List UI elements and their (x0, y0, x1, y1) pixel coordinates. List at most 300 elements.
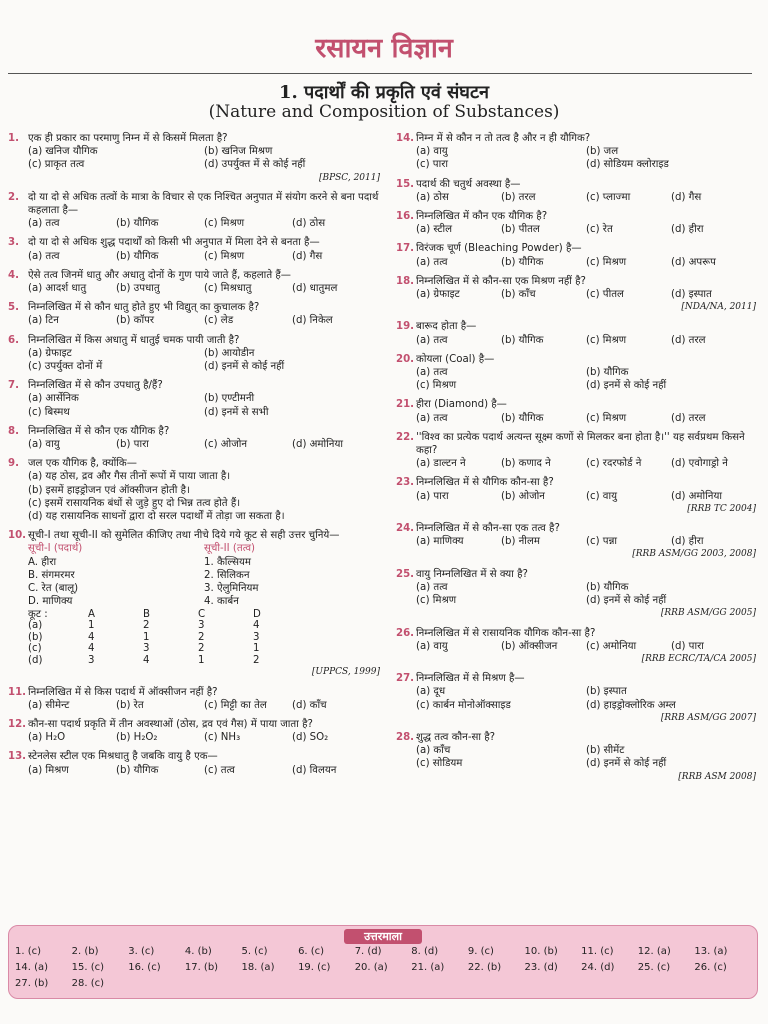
options-list (28, 392, 380, 418)
option: (a) तत्व (416, 367, 448, 379)
option: (b) यौगिक (586, 581, 629, 593)
source-tag: [UPPCS, 1999] (311, 667, 380, 678)
code-cell: कूट : (28, 608, 48, 620)
answer-item: 28. (c) (71, 978, 104, 989)
question-text: दो या दो से अधिक तत्वों के मात्रा के विचार से एक निश्चित अनुपात में संयोग करने से बना पदार्थ कहलाता है— (28, 191, 379, 217)
question-text: ''विश्व का प्रत्येक पदार्थ अत्यन्त सूक्ष्म कणों से मिलकर बना होता है।'' यह सर्वप्रथम किसने कहा? (416, 431, 745, 457)
option: (c) कार्बन मोनोऑक्साइड (416, 699, 511, 711)
options-list (416, 334, 756, 347)
code-row (28, 655, 380, 667)
option: (c) प्राकृत तत्व (28, 159, 85, 171)
question-text: निम्न में से कौन न तो तत्व है और न ही यौगिक? (416, 133, 591, 144)
source-tag: [NDA/NA, 2011] (681, 302, 756, 313)
question-7 (8, 379, 380, 419)
options-list (416, 256, 756, 269)
question-number: 19. (396, 321, 415, 333)
options-list (416, 457, 756, 470)
question-number: 23. (396, 477, 415, 489)
question-number: 14. (396, 133, 415, 144)
option: (c) तत्व (204, 764, 235, 776)
list-1-heading: सूची-I (पदार्थ) (28, 543, 83, 555)
question-number: 28. (396, 731, 415, 743)
options-list (28, 470, 380, 523)
options-list (28, 764, 380, 777)
options-list (416, 412, 756, 425)
match-table (28, 542, 380, 608)
option: (b) इसमें हाइड्रोजन एवं ऑक्सीजन होती है। (28, 484, 190, 496)
answer-item: 21. (a) (411, 962, 445, 973)
question-number: 7. (8, 380, 19, 392)
option: (a) पारा (416, 490, 449, 502)
option: (b) H₂O₂ (116, 732, 158, 744)
option: (d) इनमें से कोई नहीं (586, 380, 667, 392)
option: (d) अपरूप (671, 256, 716, 268)
question-24 (396, 522, 756, 562)
page-title: रसायन विज्ञान (315, 33, 453, 64)
options-list (416, 223, 756, 236)
option: (d) धातुमल (292, 283, 338, 295)
option: (c) ओजोन (204, 439, 248, 451)
option: (b) आयोडीन (204, 347, 255, 359)
option: (d) सोडियम क्लोराइड (586, 159, 669, 171)
source-tag: [RRB ECRC/TA/CA 2005] (641, 653, 756, 664)
code-cell: 1 (143, 631, 150, 643)
question-number: 17. (396, 243, 415, 255)
option: (c) रदरफोर्ड ने (586, 458, 642, 470)
question-11 (8, 686, 380, 712)
question-text: निम्नलिखित में से कौन उपधातु है/हैं? (28, 380, 163, 392)
option: (d) पारा (671, 640, 704, 652)
question-number: 15. (396, 178, 415, 190)
options-list (416, 288, 756, 301)
code-cell: 2 (143, 620, 150, 632)
options-list (416, 581, 756, 607)
option: (a) माणिक्य (416, 536, 464, 548)
option: (b) कणाद ने (501, 458, 551, 470)
question-text: दो या दो से अधिक शुद्ध पदार्थों को किसी भी अनुपात में मिला देने से बनता है— (28, 237, 320, 249)
question-19 (396, 320, 756, 346)
code-cell: 1 (253, 643, 260, 655)
question-text: निम्नलिखित में किस अधातु में धातुई चमक पायी जाती है? (28, 334, 240, 346)
question-text: कौन-सा पदार्थ प्रकृति में तीन अवस्थाओं (ठोस, द्रव एवं गैस) में पाया जाता है? (28, 719, 313, 731)
answer-item: 5. (c) (241, 946, 268, 957)
option: (c) अमोनिया (586, 640, 637, 652)
answer-item: 11. (c) (581, 946, 614, 957)
list-1-item: D. माणिक्य (28, 596, 73, 608)
option: (b) यौगिक (501, 256, 544, 268)
option: (a) तत्व (416, 581, 448, 593)
code-cell: 3 (88, 654, 95, 666)
question-27 (396, 672, 756, 725)
answer-item: 9. (c) (467, 946, 494, 957)
question-text: निम्नलिखित में से किस पदार्थ में ऑक्सीजन नहीं है? (28, 686, 218, 698)
option: (d) काँच (292, 699, 327, 711)
options-list (416, 490, 756, 503)
question-8 (8, 425, 380, 451)
option: (a) तत्व (416, 412, 448, 424)
answer-item: 22. (b) (467, 962, 502, 973)
option: (d) गैस (292, 250, 323, 262)
option: (a) दूध (416, 686, 446, 698)
question-number: 11. (8, 686, 27, 698)
question-6 (8, 334, 380, 374)
option: (b) एण्टीमनी (204, 393, 255, 405)
code-cell: C (198, 608, 206, 620)
source-tag: [RRB ASM/GG 2005] (660, 608, 756, 619)
options-list (28, 217, 380, 230)
options-list (416, 145, 756, 171)
list-2-heading: सूची-II (तत्व) (204, 543, 256, 555)
code-cell: B (143, 608, 150, 620)
option: (d) ठोस (292, 218, 326, 230)
question-text: निम्नलिखित में से कौन-सा एक मिश्रण नहीं है? (416, 275, 586, 287)
code-cell: (a) (28, 620, 43, 632)
option: (c) बिस्मथ (28, 406, 70, 418)
options-list (416, 366, 756, 392)
code-cell: A (88, 608, 95, 620)
option: (c) पारा (416, 159, 449, 171)
left-column (8, 132, 380, 783)
option: (c) रेत (586, 224, 613, 236)
question-number: 2. (8, 191, 19, 203)
option: (d) इनमें से कोई नहीं (586, 595, 667, 607)
option: (b) रेत (116, 699, 144, 711)
list-1-item: A. हीरा (28, 556, 57, 568)
option: (b) खनिज मिश्रण (204, 146, 273, 158)
question-number: 4. (8, 269, 19, 281)
question-number: 12. (8, 719, 27, 731)
question-text: शुद्ध तत्व कौन-सा है? (416, 731, 496, 743)
question-12 (8, 718, 380, 744)
answer-item: 1. (c) (15, 946, 42, 957)
options-list (416, 535, 756, 548)
question-text: बारूद होता है— (416, 321, 477, 333)
list-2-item: 2. सिलिकन (204, 569, 250, 581)
answer-item: 19. (c) (298, 962, 331, 973)
options-list (416, 744, 756, 770)
code-cell: 4 (88, 631, 95, 643)
option: (a) वायु (416, 640, 448, 652)
option: (b) काँच (501, 289, 536, 301)
code-cell: 3 (198, 620, 205, 632)
option: (a) ग्रेफाइट (416, 289, 460, 301)
question-number: 10. (8, 530, 27, 542)
option: (b) सीमेंट (586, 745, 625, 757)
option: (a) वायु (28, 439, 60, 451)
question-text: ऐसे तत्व जिनमें धातु और अधातु दोनों के गुण पाये जाते हैं, कहलाते हैं— (28, 269, 291, 281)
option: (c) मिश्रण (204, 218, 245, 230)
option: (b) पीतल (501, 224, 540, 236)
question-15 (396, 178, 756, 204)
question-number: 21. (396, 399, 415, 411)
question-text: पदार्थ की चतुर्थ अवस्था है— (416, 178, 521, 190)
question-25 (396, 568, 756, 621)
option: (b) तरल (501, 191, 536, 203)
answer-item: 13. (a) (694, 946, 728, 957)
page-header (0, 28, 768, 65)
option: (a) तत्व (28, 250, 60, 262)
option: (c) मिश्रण (586, 412, 627, 424)
list-1-item: B. संगमरमर (28, 569, 75, 581)
option: (a) ग्रेफाइट (28, 347, 72, 359)
question-number: 9. (8, 458, 19, 470)
code-cell: 1 (198, 654, 205, 666)
question-28 (396, 731, 756, 784)
option: (b) नीलम (501, 536, 540, 548)
answer-item: 4. (b) (184, 946, 212, 957)
question-5 (8, 301, 380, 327)
source-tag: [RRB ASM/GG 2007] (660, 712, 756, 723)
option: (a) वायु (416, 146, 448, 158)
question-text: जल एक यौगिक है, क्योंकि— (28, 458, 137, 470)
question-20 (396, 353, 756, 393)
source-tag: [RRB TC 2004] (687, 503, 756, 514)
option: (d) अमोनिया (292, 439, 344, 451)
option: (b) यौगिक (116, 764, 159, 776)
question-18 (396, 275, 756, 315)
code-cell: 2 (253, 654, 260, 666)
option: (a) खनिज यौगिक (28, 146, 98, 158)
option: (a) मिश्रण (28, 764, 69, 776)
option: (a) आर्सेनिक (28, 393, 79, 405)
answer-item: 27. (b) (15, 978, 49, 989)
option: (c) इसमें रासायनिक बंधों से जुड़े हुए दो भिन्न तत्व होते हैं। (28, 497, 241, 509)
option: (c) मिट्टी का तेल (204, 699, 267, 711)
answer-item: 10. (b) (524, 946, 558, 957)
option: (b) जल (586, 146, 619, 158)
option: (c) मिश्रण (586, 256, 627, 268)
option: (d) इनमें से कोई नहीं (586, 758, 667, 770)
options-list (28, 699, 380, 712)
option: (d) हीरा (671, 224, 704, 236)
code-cell: D (253, 608, 261, 620)
code-cell: 2 (198, 643, 205, 655)
question-number: 24. (396, 523, 415, 535)
code-row (28, 609, 380, 621)
option: (c) मिश्रण (204, 250, 245, 262)
question-text: निम्नलिखित में से यौगिक कौन-सा है? (416, 477, 554, 489)
question-14 (396, 132, 756, 172)
option: (a) काँच (416, 745, 451, 757)
answer-item: 15. (c) (71, 962, 104, 973)
option: (d) एवोगाड्रो ने (671, 458, 728, 470)
code-cell: 4 (253, 620, 260, 632)
option: (d) तरल (671, 412, 706, 424)
question-number: 20. (396, 353, 415, 365)
question-4 (8, 269, 380, 295)
option: (d) तरल (671, 334, 706, 346)
options-list (28, 347, 380, 373)
answer-item: 3. (c) (128, 946, 155, 957)
option: (d) हाइड्रोक्लोरिक अम्ल (586, 699, 676, 711)
answer-item: 18. (a) (241, 962, 275, 973)
question-text: निम्नलिखित में से कौन-सा एक तत्व है? (416, 523, 560, 535)
question-text: निम्नलिखित में कौन एक यौगिक है? (416, 211, 548, 223)
answer-key-box (8, 925, 758, 999)
options-list (28, 314, 380, 327)
answer-item: 20. (a) (354, 962, 388, 973)
option: (a) आदर्श धातु (28, 283, 87, 295)
option: (a) तत्व (416, 256, 448, 268)
list-2-item: 1. कैल्सियम (204, 556, 252, 568)
option: (b) इस्पात (586, 686, 627, 698)
question-number: 22. (396, 431, 415, 443)
question-text: विरंजक चूर्ण (Bleaching Powder) है— (416, 243, 582, 255)
options-list (28, 145, 380, 171)
code-cell: 3 (143, 643, 150, 655)
options-list (28, 438, 380, 451)
option: (b) पारा (116, 439, 149, 451)
question-text: निम्नलिखित में से कौन धातु होते हुए भी विद्युत् का कुचालक है? (28, 302, 260, 314)
option: (a) टिन (28, 315, 59, 327)
option: (c) मिश्रण (416, 380, 457, 392)
question-number: 27. (396, 673, 415, 685)
option: (a) तत्व (28, 218, 60, 230)
options-list (28, 250, 380, 263)
option: (d) उपर्युक्त में से कोई नहीं (204, 159, 306, 171)
option: (a) यह ठोस, द्रव और गैस तीनों रूपों में पाया जाता है। (28, 471, 231, 483)
chapter-subtitle: (Nature and Composition of Substances) (208, 102, 560, 122)
question-21 (396, 398, 756, 424)
option: (a) H₂O (28, 732, 66, 744)
question-16 (396, 210, 756, 236)
question-number: 1. (8, 133, 19, 144)
question-text: एक ही प्रकार का परमाणु निम्न में से किसमें मिलता है? (28, 133, 228, 144)
option: (b) ओजोन (501, 490, 545, 502)
answer-item: 6. (c) (298, 946, 325, 957)
answer-item: 7. (d) (354, 946, 382, 957)
options-list (28, 282, 380, 295)
question-13 (8, 750, 380, 776)
options-list (28, 731, 380, 744)
question-text: सूची-I तथा सूची-II को सुमेलित कीजिए तथा नीचे दिये गये कूट से सही उत्तर चुनिये— (28, 530, 340, 542)
answer-item: 17. (b) (184, 962, 219, 973)
question-17 (396, 242, 756, 268)
option: (d) अमोनिया (671, 490, 723, 502)
option: (d) निकेल (292, 315, 333, 327)
option: (c) पन्ना (586, 536, 618, 548)
question-22 (396, 431, 756, 471)
option: (c) पीतल (586, 289, 624, 301)
question-2 (8, 191, 380, 231)
answer-item: 24. (d) (581, 962, 615, 973)
source-tag: [RRB ASM/GG 2003, 2008] (632, 549, 756, 560)
option: (c) मिश्रण (416, 595, 457, 607)
code-cell: 4 (143, 654, 150, 666)
option: (c) प्लाज्मा (586, 191, 631, 203)
code-cell: 2 (198, 631, 205, 643)
code-cell: 4 (88, 643, 95, 655)
question-number: 5. (8, 302, 19, 314)
answer-item: 14. (a) (15, 962, 49, 973)
option: (b) यौगिक (586, 367, 629, 379)
option: (c) NH₃ (204, 732, 241, 744)
code-row (28, 643, 380, 655)
option: (c) उपर्युक्त दोनों में (28, 361, 103, 373)
code-row (28, 620, 380, 632)
options-list (416, 191, 756, 204)
option: (b) कॉपर (116, 315, 155, 327)
list-1-item: C. रेत (बालू) (28, 583, 79, 595)
chapter-title: 1. पदार्थों की प्रकृति एवं संघटन (278, 82, 490, 103)
code-cell: 1 (88, 620, 95, 632)
source-tag: [BPSC, 2011] (318, 172, 380, 183)
option: (d) यह रासायनिक साधनों द्वारा दो सरल पदार्थों में तोड़ा जा सकता है। (28, 511, 285, 523)
code-cell: (c) (28, 643, 42, 655)
option: (d) इनमें से कोई नहीं (204, 361, 285, 373)
option: (b) यौगिक (501, 412, 544, 424)
option: (c) लेड (204, 315, 234, 327)
question-text: स्टेनलेस स्टील एक मिश्रधातु है जबकि वायु है एक— (28, 751, 218, 763)
question-text: निम्नलिखित में से मिश्रण है— (416, 673, 525, 685)
answer-key-title: उत्तरमाला (344, 929, 422, 944)
code-cell: (b) (28, 631, 43, 643)
question-number: 26. (396, 627, 415, 639)
list-2-item: 4. कार्बन (204, 596, 239, 608)
question-text: वायु निम्नलिखित में से क्या है? (416, 568, 528, 580)
option: (a) ठोस (416, 191, 449, 203)
answer-item: 12. (a) (637, 946, 671, 957)
right-column (396, 132, 756, 790)
answer-item: 16. (c) (128, 962, 161, 973)
code-cell: (d) (28, 654, 43, 666)
header-divider (8, 73, 752, 74)
option: (b) यौगिक (116, 218, 159, 230)
question-number: 8. (8, 425, 19, 437)
answer-item: 8. (d) (411, 946, 439, 957)
list-2-item: 3. ऐलुमिनियम (204, 583, 259, 595)
question-3 (8, 236, 380, 262)
answer-item: 25. (c) (637, 962, 671, 973)
question-text: निम्नलिखित में से कौन एक यौगिक है? (28, 425, 170, 437)
option: (a) डाल्टन ने (416, 458, 466, 470)
option: (d) हीरा (671, 536, 704, 548)
option: (d) SO₂ (292, 732, 329, 744)
option: (d) इनमें से सभी (204, 406, 269, 418)
question-number: 18. (396, 275, 415, 287)
options-list (416, 685, 756, 711)
question-number: 25. (396, 568, 415, 580)
question-number: 16. (396, 211, 415, 223)
option: (c) मिश्रण (586, 334, 627, 346)
question-10 (8, 529, 380, 679)
option: (b) यौगिक (501, 334, 544, 346)
option: (c) वायु (586, 490, 617, 502)
option: (a) सीमेन्ट (28, 699, 70, 711)
question-number: 13. (8, 751, 27, 763)
answer-item: 2. (b) (71, 946, 99, 957)
question-text: कोयला (Coal) है— (416, 353, 495, 365)
option: (c) मिश्रधातु (204, 283, 252, 295)
option: (d) विलयन (292, 764, 337, 776)
answer-item: 23. (d) (524, 962, 558, 973)
question-text: हीरा (Diamond) है— (416, 399, 507, 411)
answer-grid (15, 944, 751, 992)
option: (b) यौगिक (116, 250, 159, 262)
option: (c) सोडियम (416, 758, 463, 770)
code-cell: 3 (253, 631, 260, 643)
question-number: 3. (8, 237, 19, 249)
option: (b) उपधातु (116, 283, 160, 295)
option: (d) गैस (671, 191, 702, 203)
options-list (416, 640, 756, 653)
question-23 (396, 476, 756, 516)
option: (a) स्टील (416, 224, 453, 236)
option: (d) इस्पात (671, 289, 712, 301)
question-9 (8, 457, 380, 523)
question-1 (8, 132, 380, 185)
answer-item: 26. (c) (694, 962, 727, 973)
